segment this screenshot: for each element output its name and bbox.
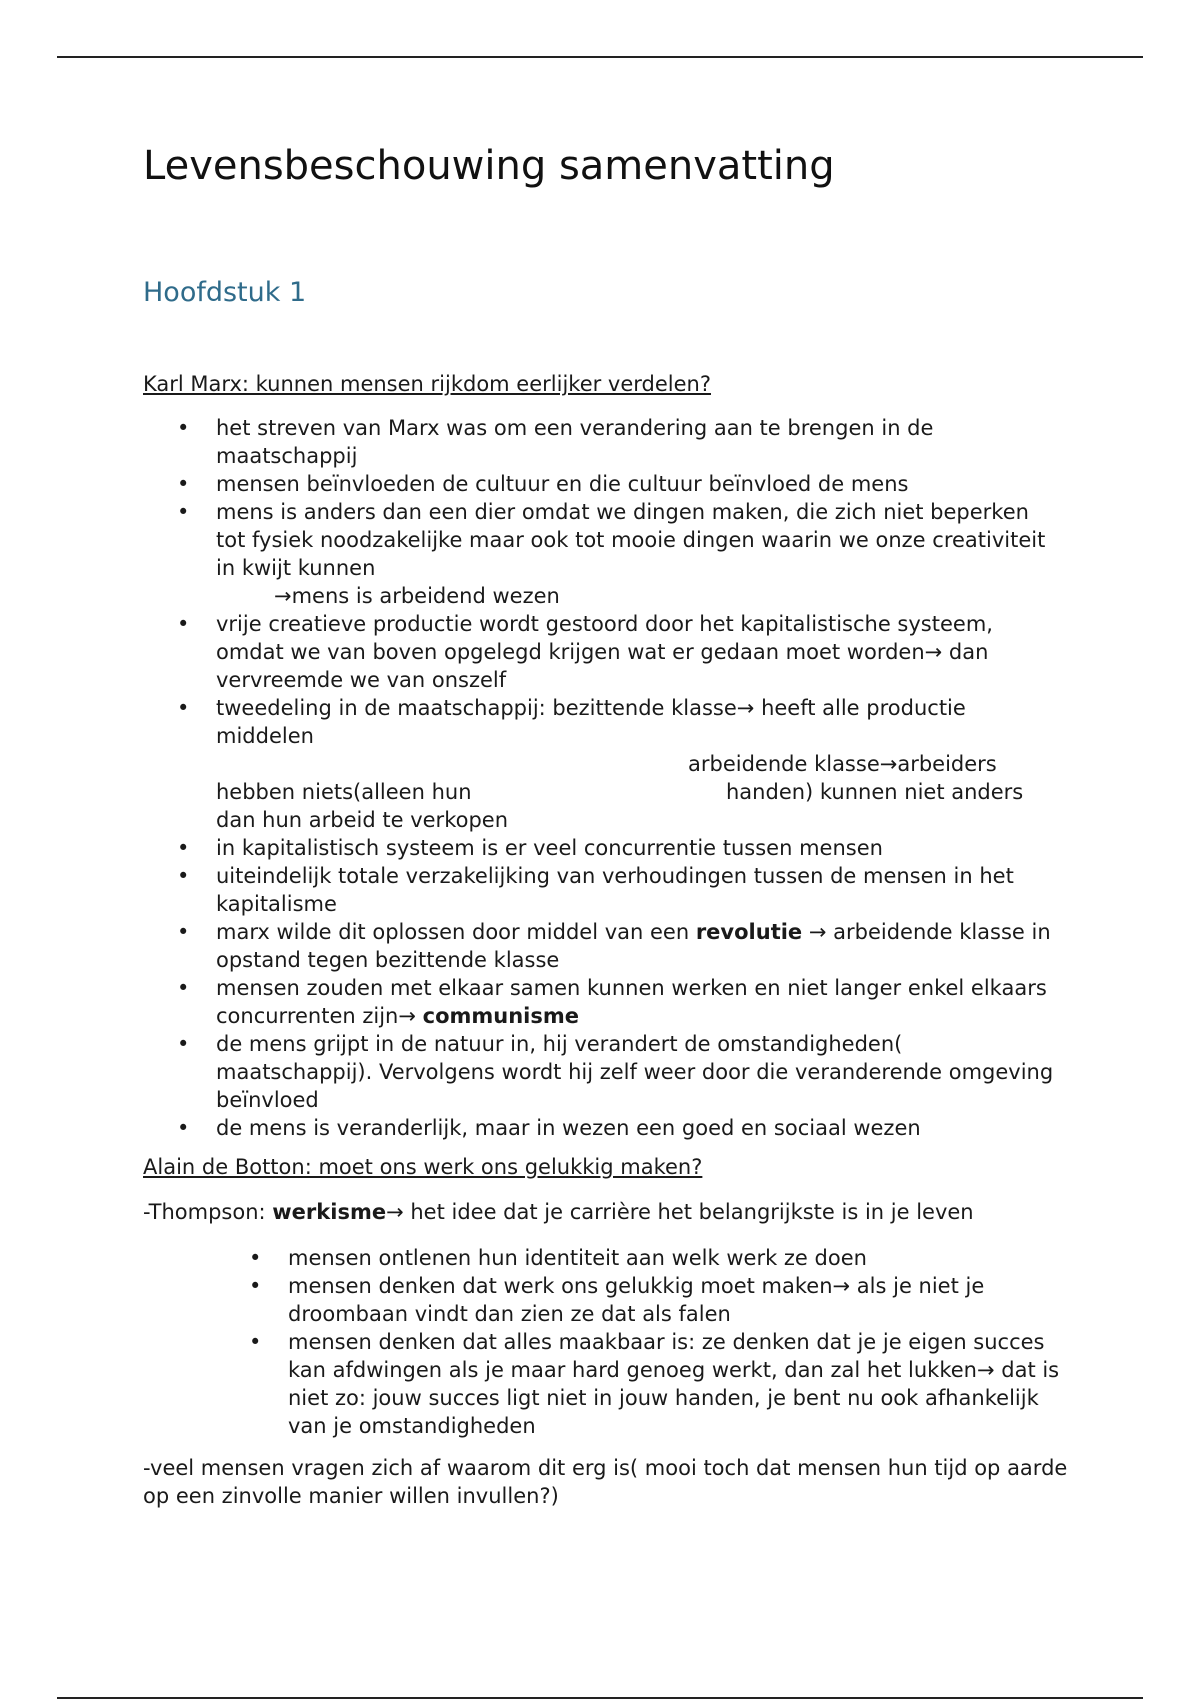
arrow-note: →mens is arbeidend wezen bbox=[274, 584, 560, 608]
class-text-left: hebben niets(alleen hun bbox=[216, 780, 472, 804]
chapter-heading: Hoofdstuk 1 bbox=[143, 277, 307, 308]
top-rule bbox=[57, 56, 1143, 58]
list-item: • vrije creatieve productie wordt gestoord door het kapitalistische systeem, omdat we van boven opgelegd krijgen wat er gedaan moet worden→ dan vervreemde we van onszelf bbox=[177, 610, 1057, 694]
list-item bbox=[177, 918, 1057, 974]
class-line bbox=[216, 750, 1057, 778]
class-line bbox=[216, 778, 1057, 806]
list-item bbox=[177, 498, 1057, 610]
page-title: Levensbeschouwing samenvatting bbox=[143, 143, 835, 189]
list-item: • de mens grijpt in de natuur in, hij verandert de omstandigheden( maatschappij). Vervolgens wordt hij zelf weer door die veranderende omgeving beïnvloed bbox=[177, 1030, 1057, 1114]
bold-term: werkisme bbox=[272, 1200, 387, 1224]
list-item-text: marx wilde dit oplossen door middel van een bbox=[216, 920, 690, 944]
list-item-text: → arbeidende klasse in opstand tegen bezittende klasse bbox=[216, 920, 1051, 972]
paragraph-prefix: -Thompson: bbox=[143, 1200, 273, 1224]
list-item: • uiteindelijk totale verzakelijking van verhoudingen tussen de mensen in het kapitalisme bbox=[177, 862, 1057, 918]
list-item bbox=[177, 974, 1057, 1030]
class-text-right: handen) kunnen niet anders bbox=[726, 780, 1024, 804]
bold-term: communisme bbox=[422, 1004, 580, 1028]
section-title-marx: Karl Marx: kunnen mensen rijkdom eerlijker verdelen? bbox=[143, 372, 711, 396]
section-title-botton: Alain de Botton: moet ons werk ons gelukkig maken? bbox=[143, 1155, 703, 1179]
marx-bullet-list bbox=[177, 414, 1057, 1142]
botton-bullet-list bbox=[249, 1244, 1069, 1440]
list-item: • mensen ontlenen hun identiteit aan welk werk ze doen bbox=[249, 1244, 1069, 1272]
bottom-rule bbox=[57, 1697, 1143, 1699]
list-item: • in kapitalistisch systeem is er veel concurrentie tussen mensen bbox=[177, 834, 1057, 862]
list-item-text: tweedeling in de maatschappij: bezittende klasse→ heeft alle productie middelen bbox=[216, 696, 966, 748]
list-item-text: mens is anders dan een dier omdat we dingen maken, die zich niet beperken tot fysiek noodzakelijke maar ook tot mooie dingen waarin we onze creativiteit in kwijt kunnen bbox=[216, 500, 1046, 580]
paragraph-suffix: → het idee dat je carrière het belangrijkste is in je leven bbox=[386, 1200, 974, 1224]
list-item: • mensen denken dat werk ons gelukkig moet maken→ als je niet je droombaan vindt dan zien ze dat als falen bbox=[249, 1272, 1069, 1328]
working-class-text: arbeidende klasse→arbeiders bbox=[688, 752, 997, 776]
class-text-continuation: dan hun arbeid te verkopen bbox=[216, 808, 509, 832]
list-item: • het streven van Marx was om een verandering aan te brengen in de maatschappij bbox=[177, 414, 1057, 470]
list-item: • mensen beïnvloeden de cultuur en die cultuur beïnvloed de mens bbox=[177, 470, 1057, 498]
list-item: • de mens is veranderlijk, maar in wezen een goed en sociaal wezen bbox=[177, 1114, 1057, 1142]
list-item: • mensen denken dat alles maakbaar is: ze denken dat je je eigen succes kan afdwingen als je maar hard genoeg werkt, dan zal het lukken→ dat is niet zo: jouw succes ligt niet in jouw handen, je bent nu ook afhankelijk van je omstandigheden bbox=[249, 1328, 1069, 1440]
list-item-text: mensen zouden met elkaar samen kunnen werken en niet langer enkel elkaars concurrenten zijn→ bbox=[216, 976, 1047, 1028]
closing-paragraph: -veel mensen vragen zich af waarom dit erg is( mooi toch dat mensen hun tijd op aarde op een zinvolle manier willen invullen?) bbox=[143, 1456, 1068, 1508]
bold-term: revolutie bbox=[695, 920, 803, 944]
list-item bbox=[177, 694, 1057, 834]
thompson-paragraph bbox=[143, 1198, 974, 1226]
